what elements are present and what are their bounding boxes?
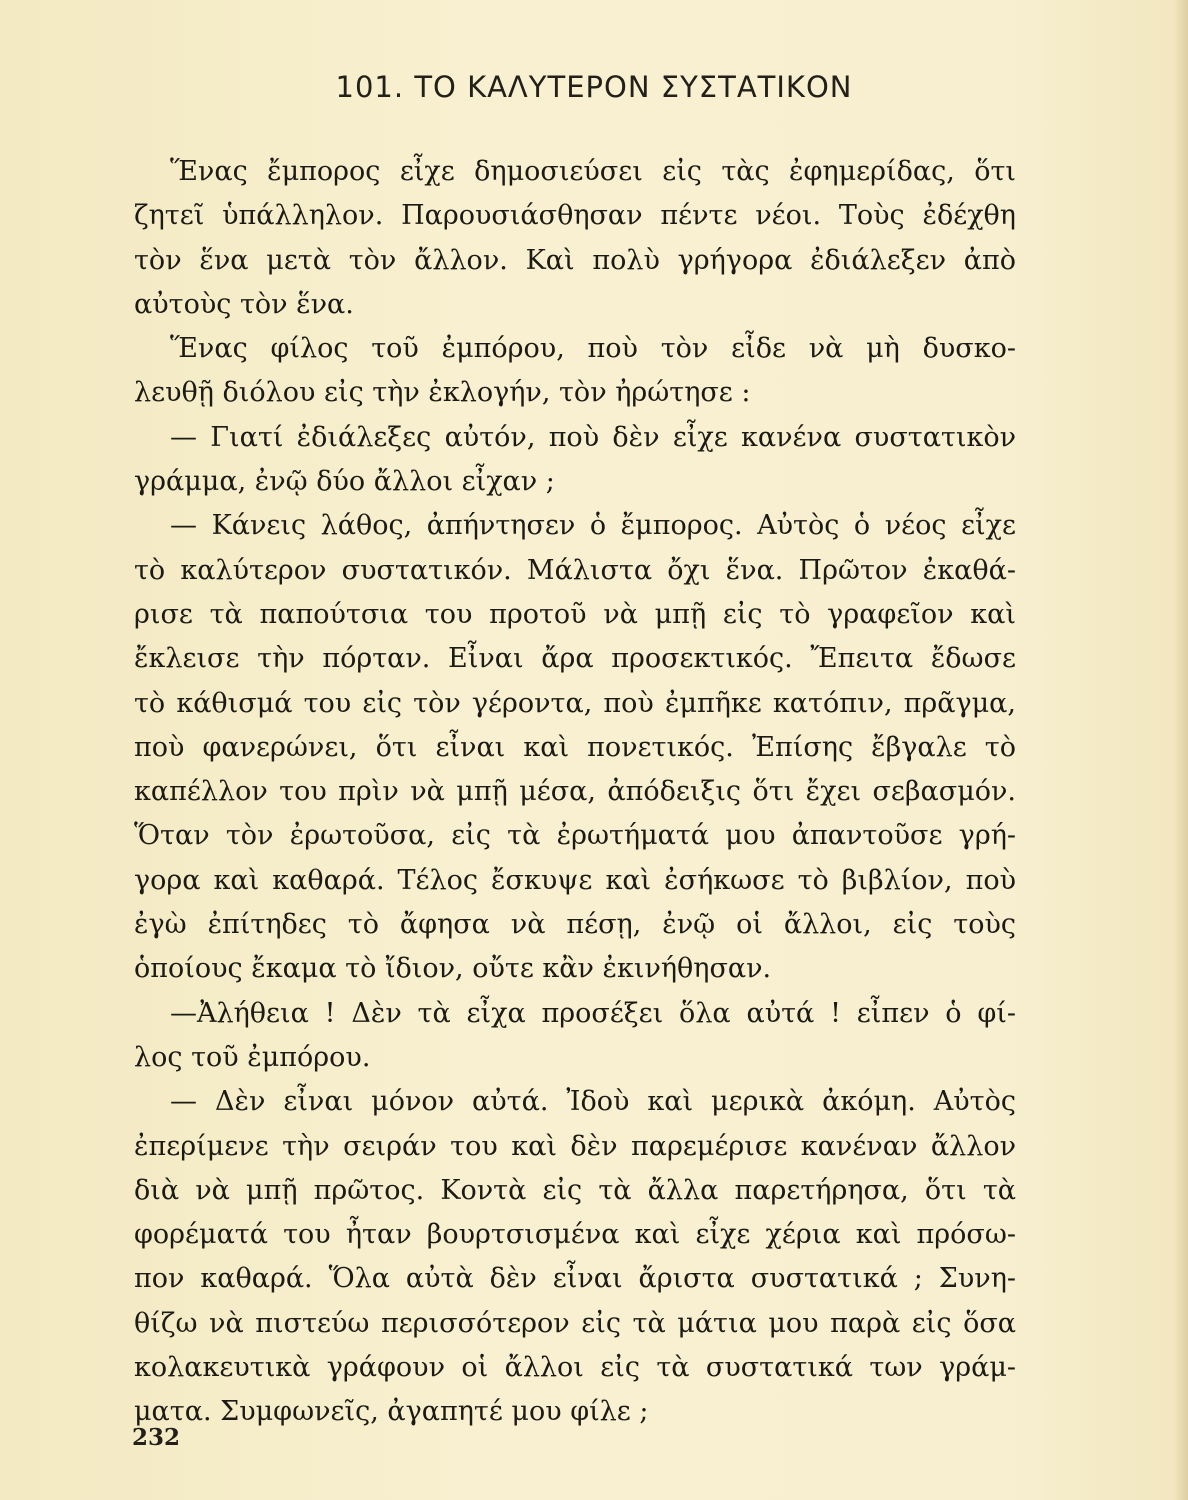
text-line: τὸν ἕνα μετὰ τὸν ἄλλον. Καὶ πολὺ γρήγορα ἐδιάλεξεν ἀπὸ [134,244,1016,276]
body-text [134,150,1016,1435]
text-line: γράμμα, ἐνῷ δύο ἄλλοι εἶχαν ; [134,466,555,498]
text-line: θίζω νὰ πιστεύω περισσότερον εἰς τὰ μάτια μου παρὰ εἰς ὅσα [134,1307,1016,1339]
text-line: πον καθαρά. Ὅλα αὐτὰ δὲν εἶναι ἄριστα συστατικά ; Συνη- [134,1263,1016,1295]
text-line: ποὺ φανερώνει, ὅτι εἶναι καὶ πονετικός. Ἐπίσης ἔβγαλε τὸ [134,731,1016,763]
text-line: φορέματά του ἦταν βουρτσισμένα καὶ εἶχε χέρια καὶ πρόσω- [134,1219,1016,1251]
text-line: ὁποίους ἔκαμα τὸ ἴδιον, οὔτε κἂν ἐκινήθησαν. [134,953,772,985]
text-line: Ἕνας ἔμπορος εἶχε δημοσιεύσει εἰς τὰς ἐφημερίδας, ὅτι [170,156,1016,187]
text-line: — Κάνεις λάθος, ἀπήντησεν ὁ ἔμπορος. Αὐτὸς ὁ νέος εἶχε [170,510,1016,542]
text-line: γορα καὶ καθαρά. Τέλος ἔσκυψε καὶ ἐσήκωσε τὸ βιβλίον, ποὺ [134,864,1016,896]
text-line: — Γιατί ἐδιάλεξες αὐτόν, ποὺ δὲν εἶχε κανένα συστατικὸν [170,421,1016,453]
text-line: ἐγὼ ἐπίτηδες τὸ ἄφησα νὰ πέσῃ, ἐνῷ οἱ ἄλλοι, εἰς τοὺς [134,909,1016,941]
text-line: ματα. Συμφωνεῖς, ἀγαπητέ μου φίλε ; [134,1396,649,1428]
chapter-title: 101. ΤΟ ΚΑΛΥΤΕΡΟΝ ΣΥΣΤΑΤΙΚΟΝ [335,70,853,104]
text-line: Ὅταν τὸν ἐρωτοῦσα, εἰς τὰ ἐρωτήματά μου ἀπαντοῦσε γρή- [134,820,1016,852]
text-line: λευθῇ διόλου εἰς τὴν ἐκλογήν, τὸν ἠρώτησε : [134,377,751,409]
text-line: ζητεῖ ὑπάλληλον. Παρουσιάσθησαν πέντε νέοι. Τοὺς ἐδέχθη [134,200,1016,232]
text-line: ἔκλεισε τὴν πόρταν. Εἶναι ἄρα προσεκτικός. Ἔπειτα ἔδωσε [134,643,1016,675]
text-line: καπέλλον του πρὶν νὰ μπῇ μέσα, ἀπόδειξις ὅτι ἔχει σεβασμόν. [134,776,1016,808]
text-line: διὰ νὰ μπῇ πρῶτος. Κοντὰ εἰς τὰ ἄλλα παρετήρησα, ὅτι τὰ [134,1174,1016,1206]
text-line: ρισε τὰ παπούτσια του προτοῦ νὰ μπῇ εἰς τὸ γραφεῖον καὶ [134,598,1016,630]
page-edge-shadow [1174,0,1188,1500]
text-line: — Δὲν εἶναι μόνον αὐτά. Ἰδοὺ καὶ μερικὰ ἀκόμη. Αὐτὸς [170,1086,1016,1118]
text-line: λος τοῦ ἐμπόρου. [134,1041,371,1073]
page-number: 232 [132,1424,181,1451]
text-line: ἐπερίμενε τὴν σειράν του καὶ δὲν παρεμέρισε κανέναν ἄλλον [134,1130,1016,1162]
text-line: τὸ κάθισμά του εἰς τὸν γέροντα, ποὺ ἐμπῆκε κατόπιν, πρᾶγμα, [134,687,1016,719]
text-line: κολακευτικὰ γράφουν οἱ ἄλλοι εἰς τὰ συστατικά των γράμ- [134,1352,1016,1384]
text-line: Ἕνας φίλος τοῦ ἐμπόρου, ποὺ τὸν εἶδε νὰ μὴ δυσκο- [170,333,1016,365]
text-line: —Ἀλήθεια ! Δὲν τὰ εἶχα προσέξει ὅλα αὐτά ! εἶπεν ὁ φί- [170,997,1016,1029]
text-line: τὸ καλύτερον συστατικόν. Μάλιστα ὄχι ἕνα. Πρῶτον ἐκαθά- [134,554,1016,586]
text-line: αὐτοὺς τὸν ἕνα. [134,288,354,320]
